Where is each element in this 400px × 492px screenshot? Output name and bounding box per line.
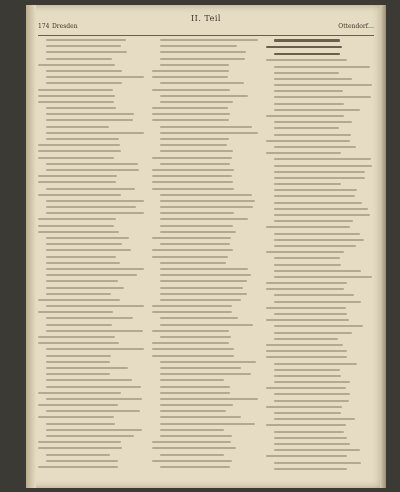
entry-line-placeholder [46, 163, 138, 165]
entry-line-placeholder [160, 194, 252, 196]
entry-line-placeholder [274, 165, 372, 167]
entry-line-placeholder [152, 237, 231, 239]
entry-line-placeholder [160, 212, 234, 214]
entry-line-placeholder [38, 447, 122, 449]
entry-line-placeholder [152, 157, 232, 159]
entry-line-placeholder [46, 386, 141, 388]
entry-line-placeholder [160, 404, 233, 406]
entry-line-placeholder [274, 189, 357, 191]
entry-line-placeholder [160, 268, 248, 270]
entry-line-placeholder [46, 460, 118, 462]
entry-line-placeholder [38, 336, 115, 338]
entry-line-placeholder [46, 45, 121, 47]
entry-line-placeholder [152, 330, 229, 332]
entry-line-placeholder [38, 175, 117, 177]
entry-line-placeholder [274, 418, 355, 420]
entry-line-placeholder [46, 293, 111, 295]
entry-line-placeholder [266, 288, 344, 290]
entry-line-placeholder [160, 126, 252, 128]
entry-line-placeholder [46, 262, 120, 264]
entry-line-placeholder [152, 76, 228, 78]
entry-line-placeholder [274, 270, 361, 272]
entry-line-placeholder [46, 249, 131, 251]
entry-line-placeholder [274, 239, 364, 241]
entry-line-placeholder [160, 39, 258, 41]
entry-line-placeholder [160, 45, 237, 47]
entry-line-placeholder [46, 58, 112, 60]
entry-line-placeholder [160, 299, 241, 301]
entry-line-placeholder [274, 443, 350, 445]
entry-line-placeholder [46, 39, 126, 41]
entry-line-placeholder [266, 406, 342, 408]
entry-line-placeholder [160, 386, 230, 388]
entry-line-placeholder [38, 95, 115, 97]
entry-line-placeholder [160, 138, 229, 140]
entry-line-placeholder [160, 231, 236, 233]
entry-line-placeholder [274, 109, 360, 111]
entry-line-placeholder [160, 243, 230, 245]
entry-line-placeholder [152, 249, 233, 251]
entry-line-placeholder [152, 188, 234, 190]
entry-line-placeholder [274, 276, 372, 278]
entry-line-placeholder [46, 355, 111, 357]
entry-line-placeholder [274, 338, 338, 340]
entry-line-placeholder [46, 237, 129, 239]
entry-line-placeholder [274, 393, 350, 395]
entry-line-placeholder [160, 367, 241, 369]
entry-line-placeholder [46, 410, 140, 412]
entry-line-placeholder [274, 257, 340, 259]
entry-line-placeholder [274, 313, 347, 315]
entry-line-placeholder [46, 367, 128, 369]
entry-line-placeholder [152, 460, 232, 462]
entry-line-placeholder [46, 138, 119, 140]
entry-line-placeholder [46, 373, 110, 375]
entry-line-placeholder [160, 379, 224, 381]
entry-line-placeholder [160, 82, 244, 84]
entry-line-placeholder [274, 462, 361, 464]
entry-line-placeholder [160, 51, 246, 53]
entry-line-placeholder [274, 412, 341, 414]
entry-line-placeholder [266, 319, 349, 321]
entry-line-placeholder [274, 381, 350, 383]
entry-line-placeholder [38, 299, 120, 301]
entry-line-placeholder [274, 301, 361, 303]
entry-line-placeholder [274, 127, 339, 129]
entry-line-placeholder [152, 342, 229, 344]
entry-line-placeholder [160, 435, 232, 437]
entry-line-placeholder [266, 46, 342, 49]
entry-line-placeholder [160, 163, 230, 165]
entry-line-placeholder [46, 113, 134, 115]
entry-line-placeholder [160, 429, 224, 431]
entry-line-placeholder [160, 423, 255, 425]
entry-line-placeholder [38, 194, 121, 196]
entry-line-placeholder [152, 89, 230, 91]
entry-line-placeholder [274, 468, 347, 470]
entry-line-placeholder [46, 274, 137, 276]
entry-line-placeholder [274, 53, 340, 56]
entry-line-placeholder [160, 454, 224, 456]
entry-line-placeholder [274, 294, 354, 296]
entry-line-placeholder [46, 188, 135, 190]
entry-line-placeholder [38, 101, 114, 103]
entry-line-placeholder [46, 82, 122, 84]
entry-line-placeholder [274, 363, 357, 365]
entry-line-placeholder [274, 449, 360, 451]
entry-line-placeholder [160, 373, 251, 375]
entry-line-placeholder [46, 454, 110, 456]
entry-line-placeholder [160, 64, 229, 66]
entry-line-placeholder [38, 466, 118, 468]
entry-line-placeholder [160, 280, 247, 282]
entry-line-placeholder [160, 398, 258, 400]
column-marker: Ottendorf… [338, 23, 374, 30]
entry-line-placeholder [46, 51, 127, 53]
entry-line-placeholder [274, 202, 362, 204]
entry-line-placeholder [266, 140, 350, 142]
entry-line-placeholder [274, 103, 344, 105]
entry-line-placeholder [274, 90, 343, 92]
entry-line-placeholder [38, 181, 116, 183]
entry-line-placeholder [160, 225, 233, 227]
entry-line-placeholder [160, 392, 230, 394]
entry-line-placeholder [274, 375, 341, 377]
entry-line-placeholder [266, 387, 346, 389]
entry-line-placeholder [266, 344, 343, 346]
entry-line-placeholder [274, 214, 370, 216]
entry-line-placeholder [274, 171, 365, 173]
entry-line-placeholder [46, 317, 133, 319]
entry-line-placeholder [160, 58, 245, 60]
entry-line-placeholder [38, 441, 121, 443]
entry-line-placeholder [38, 392, 121, 394]
entry-line-placeholder [38, 144, 120, 146]
entry-line-placeholder [152, 311, 232, 313]
city-name: Dresden [52, 23, 78, 30]
entry-line-placeholder [160, 416, 241, 418]
entry-line-placeholder [274, 39, 340, 42]
entry-line-placeholder [160, 200, 255, 202]
entry-line-placeholder [152, 70, 229, 72]
entry-line-placeholder [46, 361, 110, 363]
entry-line-placeholder [152, 256, 228, 258]
entry-line-placeholder [274, 245, 356, 247]
entry-line-placeholder [274, 208, 368, 210]
entry-line-placeholder [46, 76, 144, 78]
entry-line-placeholder [46, 379, 132, 381]
entry-line-placeholder [46, 268, 144, 270]
entry-line-placeholder [38, 311, 113, 313]
entry-line-placeholder [46, 256, 116, 258]
entry-line-placeholder [160, 410, 226, 412]
entry-line-placeholder [38, 225, 114, 227]
entry-line-placeholder [274, 325, 363, 327]
entry-line-placeholder [160, 150, 233, 152]
entry-line-placeholder [152, 355, 234, 357]
entry-line-placeholder [160, 95, 248, 97]
entry-line-placeholder [274, 84, 372, 86]
entry-line-placeholder [46, 429, 142, 431]
entry-line-placeholder [274, 158, 371, 160]
entry-line-placeholder [152, 305, 232, 307]
entries-column-1 [38, 39, 145, 479]
entry-line-placeholder [152, 447, 236, 449]
entry-line-placeholder [274, 121, 352, 123]
directory-page [26, 5, 386, 488]
entry-line-placeholder [46, 126, 109, 128]
entry-line-placeholder [38, 416, 114, 418]
entry-line-placeholder [274, 369, 340, 371]
entry-line-placeholder [266, 152, 341, 154]
entry-line-placeholder [152, 441, 231, 443]
entry-line-placeholder [38, 157, 114, 159]
entry-line-placeholder [266, 282, 347, 284]
entry-line-placeholder [266, 356, 347, 358]
entry-line-placeholder [46, 435, 134, 437]
entry-line-placeholder [274, 431, 344, 433]
entry-line-placeholder [160, 317, 238, 319]
entry-line-placeholder [152, 175, 232, 177]
entry-line-placeholder [274, 134, 351, 136]
entry-line-placeholder [46, 348, 144, 350]
entry-line-placeholder [274, 78, 352, 80]
page-fore-edge [380, 5, 386, 488]
entry-line-placeholder [152, 181, 233, 183]
entry-line-placeholder [160, 206, 253, 208]
entry-line-placeholder [46, 132, 144, 134]
header-row [38, 22, 374, 32]
entry-line-placeholder [160, 293, 247, 295]
entry-line-placeholder [46, 200, 144, 202]
header-rule [38, 35, 374, 36]
entry-line-placeholder [38, 342, 119, 344]
entry-line-placeholder [160, 101, 233, 103]
entries-column-3 [266, 39, 373, 479]
entry-line-placeholder [46, 330, 143, 332]
entry-line-placeholder [160, 132, 258, 134]
entry-line-placeholder [274, 66, 370, 68]
entry-line-placeholder [46, 107, 116, 109]
entry-line-placeholder [274, 220, 353, 222]
entry-line-placeholder [160, 361, 256, 363]
entry-line-placeholder [274, 437, 347, 439]
entry-line-placeholder [266, 115, 344, 117]
page-spine [26, 5, 36, 488]
entry-line-placeholder [46, 212, 144, 214]
entry-line-placeholder [266, 424, 346, 426]
entries-column-2 [152, 39, 259, 479]
entry-line-placeholder [46, 243, 122, 245]
entry-line-placeholder [46, 206, 136, 208]
entry-line-placeholder [274, 146, 356, 148]
entry-line-placeholder [160, 336, 231, 338]
entry-line-placeholder [266, 455, 347, 457]
entry-line-placeholder [152, 107, 228, 109]
entry-line-placeholder [160, 144, 227, 146]
entry-line-placeholder [160, 466, 230, 468]
entry-line-placeholder [46, 169, 139, 171]
entry-line-placeholder [274, 96, 371, 98]
section-title: II. Teil [191, 14, 221, 23]
entry-line-placeholder [46, 70, 122, 72]
entry-line-placeholder [274, 332, 352, 334]
entry-line-placeholder [152, 348, 234, 350]
entry-line-placeholder [274, 233, 360, 235]
entry-line-placeholder [266, 251, 344, 253]
entry-line-placeholder [160, 287, 243, 289]
entry-line-placeholder [160, 324, 253, 326]
entry-line-placeholder [266, 307, 346, 309]
entry-line-placeholder [38, 231, 119, 233]
entry-line-placeholder [38, 404, 118, 406]
entry-line-placeholder [38, 218, 116, 220]
entry-line-placeholder [274, 183, 341, 185]
entry-line-placeholder [274, 72, 339, 74]
entry-line-placeholder [46, 305, 144, 307]
entry-line-placeholder [160, 218, 248, 220]
entry-line-placeholder [38, 89, 113, 91]
entry-line-placeholder [266, 350, 347, 352]
entry-line-placeholder [274, 195, 355, 197]
entry-line-placeholder [152, 169, 234, 171]
entry-line-placeholder [46, 287, 124, 289]
entry-line-placeholder [274, 264, 341, 266]
entry-line-placeholder [152, 113, 230, 115]
page-header [38, 14, 374, 32]
entry-line-placeholder [38, 64, 115, 66]
entry-line-placeholder [46, 280, 118, 282]
entry-line-placeholder [160, 262, 226, 264]
entry-line-placeholder [46, 423, 115, 425]
entry-line-placeholder [274, 177, 365, 179]
entry-line-placeholder [38, 150, 121, 152]
entry-line-placeholder [152, 119, 229, 121]
entry-line-placeholder [160, 274, 251, 276]
entry-line-placeholder [274, 400, 349, 402]
page-number: 174 [38, 23, 50, 30]
entry-line-placeholder [266, 226, 350, 228]
entry-line-placeholder [46, 398, 142, 400]
entry-line-placeholder [266, 59, 347, 61]
entry-line-placeholder [46, 324, 112, 326]
entry-line-placeholder [46, 119, 133, 121]
